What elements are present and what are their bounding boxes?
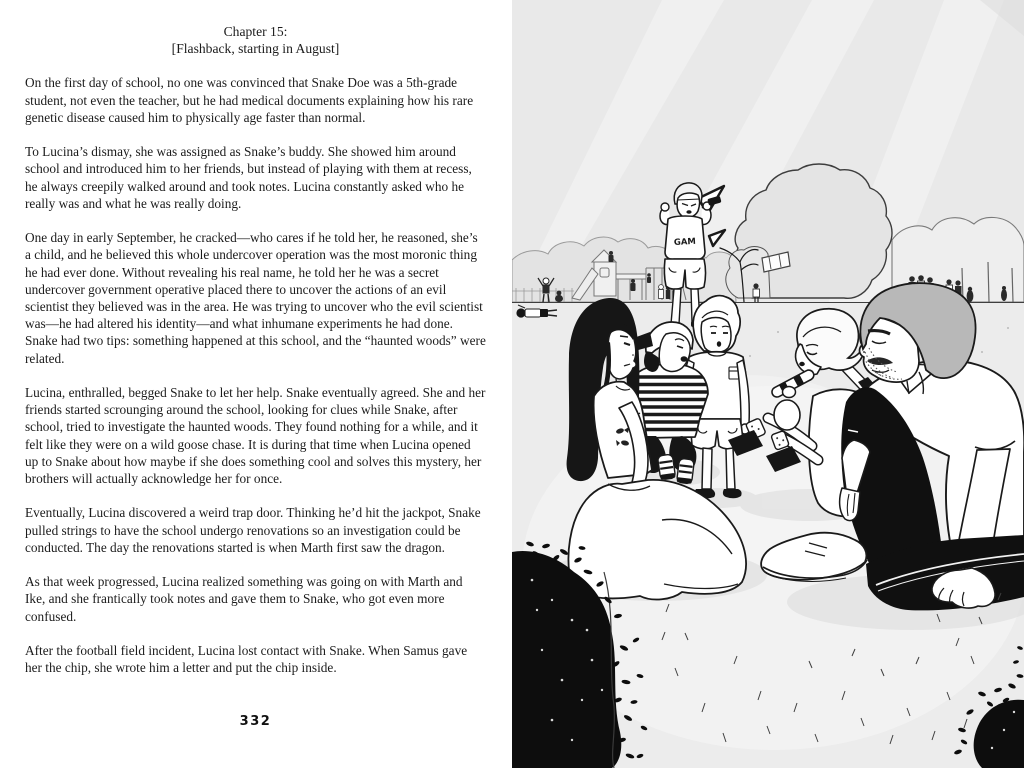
story-paragraph: To Lucina’s dismay, she was assigned as Snake’s buddy. She showed him around school and introduced him to her friends, but instead of playing with them at recess, he always creepily walked around and took notes. Lucina constantly asked who he really was and what he was really doing.: [25, 144, 472, 211]
story-text: [25, 74, 486, 676]
chapter-title-line2: [Flashback, starting in August]: [171, 41, 340, 57]
shirt-text: GAM: [673, 236, 697, 248]
story-paragraph: Eventually, Lucina discovered a weird trap door. Thinking he’d hit the jackpot, Snake pulled strings to have the school undergo renovations so an investigation could be conducted. The day the renovations started is when Marth first saw the dragon.: [25, 505, 481, 555]
chapter-title: [25, 23, 486, 57]
story-paragraph: After the football field incident, Lucina lost contact with Snake. When Samus gave her the chip, she wrote him a letter and put the chip inside.: [25, 643, 468, 676]
story-paragraph: On the first day of school, no one was convinced that Snake Doe was a 5th-grade student, not even the teacher, but he had medical documents explaining how his rare genetic disease caused him to physically age faster than normal.: [25, 75, 474, 125]
story-paragraph: Lucina, enthralled, begged Snake to let her help. Snake eventually agreed. She and her friends started scrounging around the school, looking for clues while Snake, after school, tried to investigate the haunted woods. They found nothing for a while, and it felt like they were on a wild goose chase. It is during that time when Lucina opened up to Snake about how maybe if she does something cool and solves this mystery, her brothers will actually acknowledge her for once.: [25, 385, 486, 487]
story-paragraph: As that week progressed, Lucina realized something was going on with Marth and Ike, and she frantically took notes and gave them to Snake, who got even more confused.: [25, 574, 463, 624]
chapter-title-line1: Chapter 15:: [223, 24, 288, 39]
park-illustration: [512, 0, 1024, 768]
page-number: 332: [239, 714, 272, 729]
right-page: [512, 0, 1024, 768]
story-paragraph: One day in early September, he cracked—who cares if he told her, he reasoned, she’s a child, and he believed this whole undercover operation was the most moronic thing he had ever done. Without revealing his real name, he told her he was a secret undercover government operative placed there to uncover the actions of an evil scientist they believed was in the area. He was trying to uncover who the evil scientist was—he had altered his identity—and what inhumane experiments he had done. Snake had two tips: something happened at this school, and the “haunted woods” were related.: [25, 230, 486, 366]
